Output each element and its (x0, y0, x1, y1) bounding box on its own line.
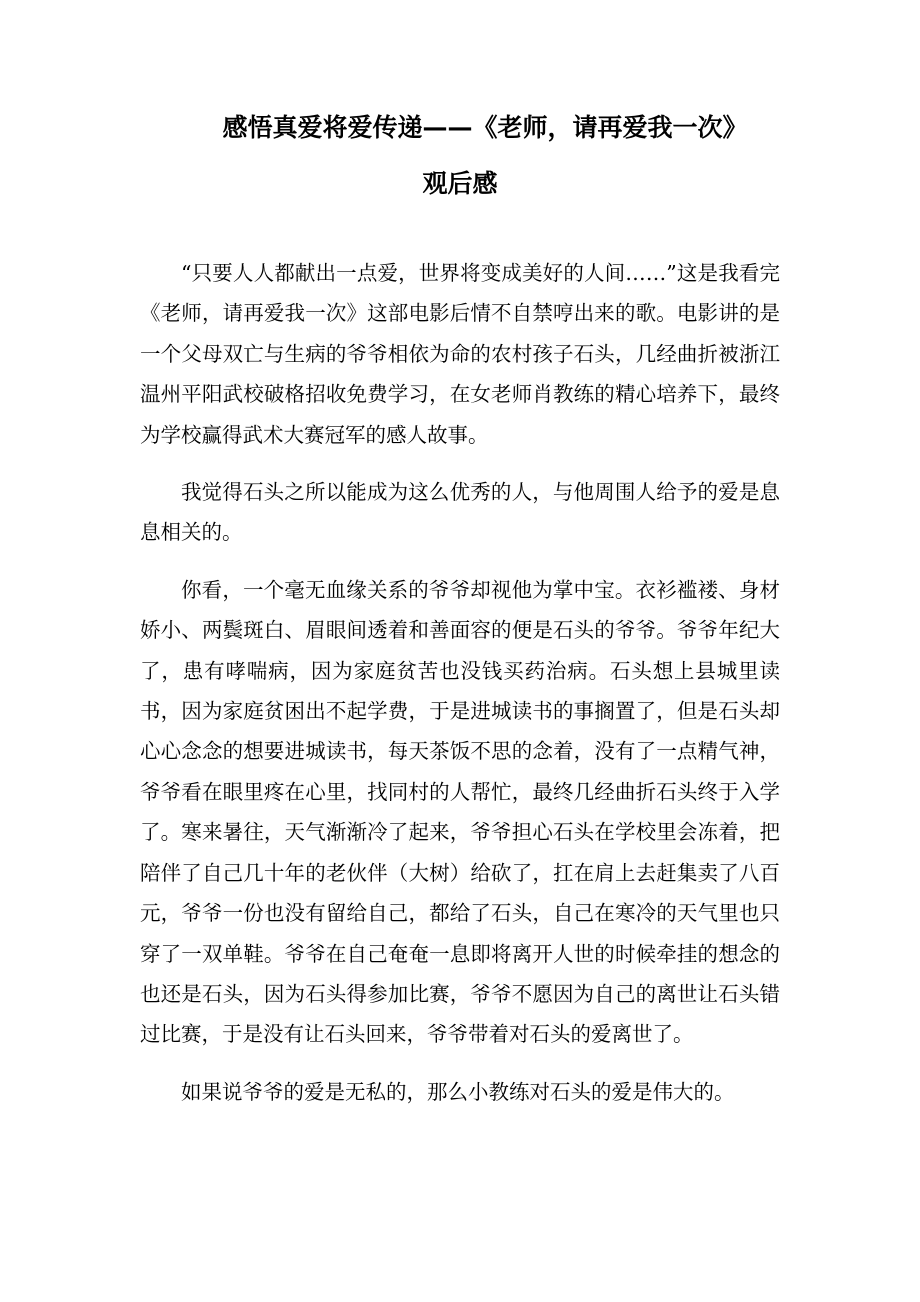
paragraph-3: 你看，一个毫无血缘关系的爷爷却视他为掌中宝。衣衫褴褛、身材娇小、两鬓斑白、眉眼间透着和善面容的便是石头的爷爷。爷爷年纪大了，患有哮喘病，因为家庭贫苦也没钱买药治病。石头想上县城里读书，因为家庭贫困出不起学费，于是进城读书的事搁置了，但是石头却心心念念的想要进城读书，每天茶饭不思的念着，没有了一点精气神，爷爷看在眼里疼在心里，找同村的人帮忙，最终几经曲折石头终于入学了。寒来暑往，天气渐渐冷了起来，爷爷担心石头在学校里会冻着，把陪伴了自己几十年的老伙伴（大树）给砍了，扛在肩上去赶集卖了八百元，爷爷一份也没有留给自己，都给了石头，自己在寒冷的天气里也只穿了一双单鞋。爷爷在自己奄奄一息即将离开人世的时候牵挂的想念的也还是石头，因为石头得参加比赛，爷爷不愿因为自己的离世让石头错过比赛，于是没有让石头回来，爷爷带着对石头的爱离世了。 (140, 577, 780, 1047)
document-title-line-2: 观后感 (422, 169, 498, 198)
document-title-line-1: 感悟真爱将爱传递——《老师，请再爱我一次》 (222, 113, 748, 142)
document-body (140, 253, 780, 1129)
paragraph-1: “只要人人都献出一点爱，世界将变成美好的人间……”这是我看完《老师，请再爱我一次》这部电影后情不自禁哼出来的歌。电影讲的是一个父母双亡与生病的爷爷相依为命的农村孩子石头，几经曲折被浙江温州平阳武校破格招收免费学习，在女老师肖教练的精心培养下，最终为学校赢得武术大赛冠军的感人故事。 (140, 261, 780, 447)
paragraph-4: 如果说爷爷的爱是无私的，那么小教练对石头的爱是伟大的。 (181, 1079, 735, 1104)
paragraph-2: 我觉得石头之所以能成为这么优秀的人，与他周围人给予的爱是息息相关的。 (140, 480, 780, 545)
